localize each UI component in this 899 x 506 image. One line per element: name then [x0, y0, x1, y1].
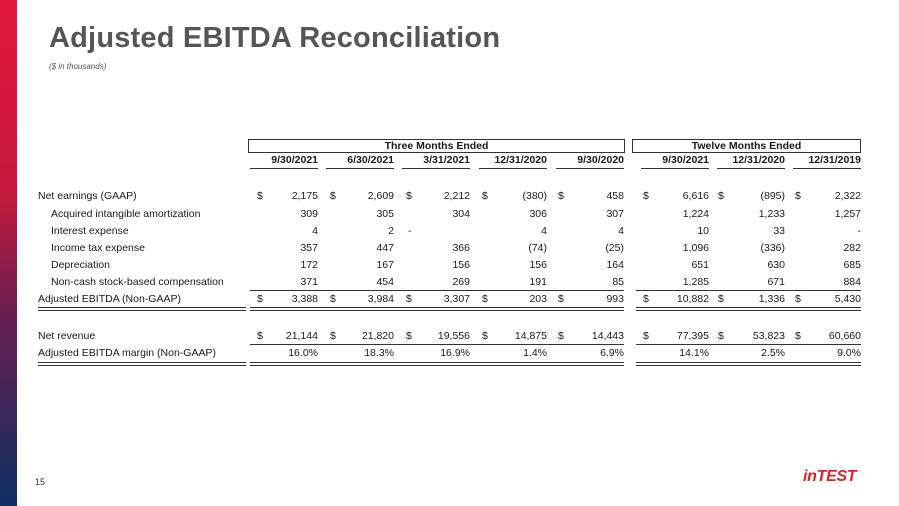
column-date-header: 3/31/2021: [423, 154, 470, 166]
double-total-rule: [250, 362, 624, 366]
cell-value: 1,257: [834, 208, 861, 220]
cell-value: -: [857, 225, 861, 237]
cell-value: 6.9%: [600, 347, 624, 359]
cell-value: 19,556: [437, 330, 470, 342]
dollar-sign: $: [643, 293, 649, 305]
row-label: Depreciation: [51, 259, 110, 271]
cell-value: 156: [529, 259, 547, 271]
cell-value: 172: [300, 259, 318, 271]
row-label: Adjusted EBITDA (Non-GAAP): [38, 293, 181, 305]
row-label: Net earnings (GAAP): [38, 190, 137, 202]
cell-value: 2: [388, 225, 394, 237]
header-twelve-months: Twelve Months Ended: [632, 139, 861, 153]
cell-value: 33: [773, 225, 785, 237]
date-underline: [793, 168, 861, 169]
cell-value: 2,609: [367, 190, 394, 202]
cell-value: 651: [691, 259, 709, 271]
cell-value: 671: [767, 276, 785, 288]
cell-value: 1,096: [682, 242, 709, 254]
cell-value: 458: [606, 190, 624, 202]
dollar-sign: $: [406, 190, 412, 202]
cell-value: 18.3%: [364, 347, 394, 359]
dollar-sign: $: [718, 190, 724, 202]
row-label: Income tax expense: [51, 242, 145, 254]
cell-value: 307: [606, 208, 624, 220]
cell-value: 371: [300, 276, 318, 288]
column-date-header: 12/31/2020: [732, 154, 785, 166]
column-date-header: 9/30/2021: [271, 154, 318, 166]
cell-value: 685: [843, 259, 861, 271]
page-title: Adjusted EBITDA Reconciliation: [49, 22, 501, 54]
cell-value: 53,823: [752, 330, 785, 342]
page-subtitle: ($ in thousands): [49, 62, 107, 71]
dollar-sign: $: [795, 190, 801, 202]
cell-value: 1,336: [758, 293, 785, 305]
cell-value: 77,395: [676, 330, 709, 342]
date-underline: [717, 168, 785, 169]
dollar-sign: $: [643, 330, 649, 342]
dollar-sign: $: [795, 293, 801, 305]
cell-value: (380): [522, 190, 547, 202]
column-date-header: 6/30/2021: [347, 154, 394, 166]
header-three-months: Three Months Ended: [248, 139, 625, 153]
column-date-header: 9/30/2021: [662, 154, 709, 166]
date-underline: [641, 168, 709, 169]
column-date-header: 9/30/2020: [577, 154, 624, 166]
cell-value: 85: [612, 276, 624, 288]
cell-value: 9.0%: [837, 347, 861, 359]
cell-value: 3,307: [443, 293, 470, 305]
double-total-rule: [250, 307, 624, 311]
cell-value: 630: [767, 259, 785, 271]
cell-value: 1,233: [758, 208, 785, 220]
row-label: Non-cash stock-based compensation: [51, 276, 224, 288]
brand-side-bar: [0, 0, 17, 506]
subtotal-rule: [636, 344, 861, 345]
dollar-sign: $: [482, 190, 488, 202]
cell-value: 16.9%: [440, 347, 470, 359]
cell-value: 447: [376, 242, 394, 254]
dollar-sign: $: [482, 330, 488, 342]
cell-value: 2.5%: [761, 347, 785, 359]
cell-value: (336): [760, 242, 785, 254]
row-label: Acquired intangible amortization: [51, 208, 201, 220]
dollar-sign: $: [482, 293, 488, 305]
cell-value: 1,224: [682, 208, 709, 220]
cell-value: 884: [843, 276, 861, 288]
date-underline: [402, 168, 470, 169]
cell-value: 282: [843, 242, 861, 254]
dollar-sign: $: [330, 330, 336, 342]
cell-value: (25): [605, 242, 624, 254]
cell-value: 4: [312, 225, 318, 237]
cell-value: 1,285: [682, 276, 709, 288]
cell-value: 164: [606, 259, 624, 271]
dollar-sign: $: [406, 293, 412, 305]
dollar-sign: $: [257, 190, 263, 202]
date-underline: [326, 168, 394, 169]
cell-value: 21,820: [361, 330, 394, 342]
cell-value: 191: [529, 276, 547, 288]
cell-value: (74): [528, 242, 547, 254]
row-label: Net revenue: [38, 330, 96, 342]
cell-value: 4: [541, 225, 547, 237]
dollar-sign: $: [330, 190, 336, 202]
cell-value: 3,388: [291, 293, 318, 305]
cell-value: 5,430: [834, 293, 861, 305]
cell-value: 366: [452, 242, 470, 254]
company-logo: inTEST: [803, 468, 857, 485]
cell-value: 14,875: [514, 330, 547, 342]
cell-value: 2,322: [834, 190, 861, 202]
dollar-sign: $: [718, 330, 724, 342]
cell-value: 3,984: [367, 293, 394, 305]
dollar-sign: $: [257, 293, 263, 305]
column-date-header: 12/31/2020: [494, 154, 547, 166]
cell-value: 309: [300, 208, 318, 220]
dollar-sign: $: [406, 330, 412, 342]
dollar-sign: $: [257, 330, 263, 342]
double-total-rule: [38, 362, 246, 366]
cell-value: 16.0%: [288, 347, 318, 359]
dollar-sign: $: [795, 330, 801, 342]
dollar-sign: $: [718, 293, 724, 305]
cell-value: 306: [529, 208, 547, 220]
cell-value: 357: [300, 242, 318, 254]
cell-value: 269: [452, 276, 470, 288]
nil-dash: -: [408, 225, 412, 237]
row-label: Interest expense: [51, 225, 129, 237]
cell-value: 21,144: [285, 330, 318, 342]
cell-value: 203: [529, 293, 547, 305]
date-underline: [479, 168, 547, 169]
subtotal-rule: [636, 290, 861, 291]
dollar-sign: $: [330, 293, 336, 305]
page-number: 15: [35, 477, 46, 487]
column-date-header: 12/31/2019: [808, 154, 861, 166]
row-label: Adjusted EBITDA margin (Non-GAAP): [38, 347, 216, 359]
subtotal-rule: [250, 290, 624, 291]
cell-value: 2,212: [443, 190, 470, 202]
dollar-sign: $: [558, 190, 564, 202]
cell-value: 4: [618, 225, 624, 237]
dollar-sign: $: [643, 190, 649, 202]
cell-value: 60,660: [828, 330, 861, 342]
cell-value: 304: [452, 208, 470, 220]
subtotal-rule: [250, 344, 624, 345]
cell-value: 1.4%: [523, 347, 547, 359]
cell-value: 14,443: [591, 330, 624, 342]
cell-value: (895): [760, 190, 785, 202]
dollar-sign: $: [558, 330, 564, 342]
date-underline: [250, 168, 318, 169]
cell-value: 156: [452, 259, 470, 271]
cell-value: 2,175: [291, 190, 318, 202]
cell-value: 6,616: [682, 190, 709, 202]
cell-value: 305: [376, 208, 394, 220]
double-total-rule: [636, 307, 861, 311]
cell-value: 14.1%: [679, 347, 709, 359]
double-total-rule: [38, 307, 246, 311]
date-underline: [556, 168, 624, 169]
cell-value: 10: [697, 225, 709, 237]
cell-value: 454: [376, 276, 394, 288]
cell-value: 993: [606, 293, 624, 305]
cell-value: 10,882: [676, 293, 709, 305]
dollar-sign: $: [558, 293, 564, 305]
double-total-rule: [636, 362, 861, 366]
cell-value: 167: [376, 259, 394, 271]
